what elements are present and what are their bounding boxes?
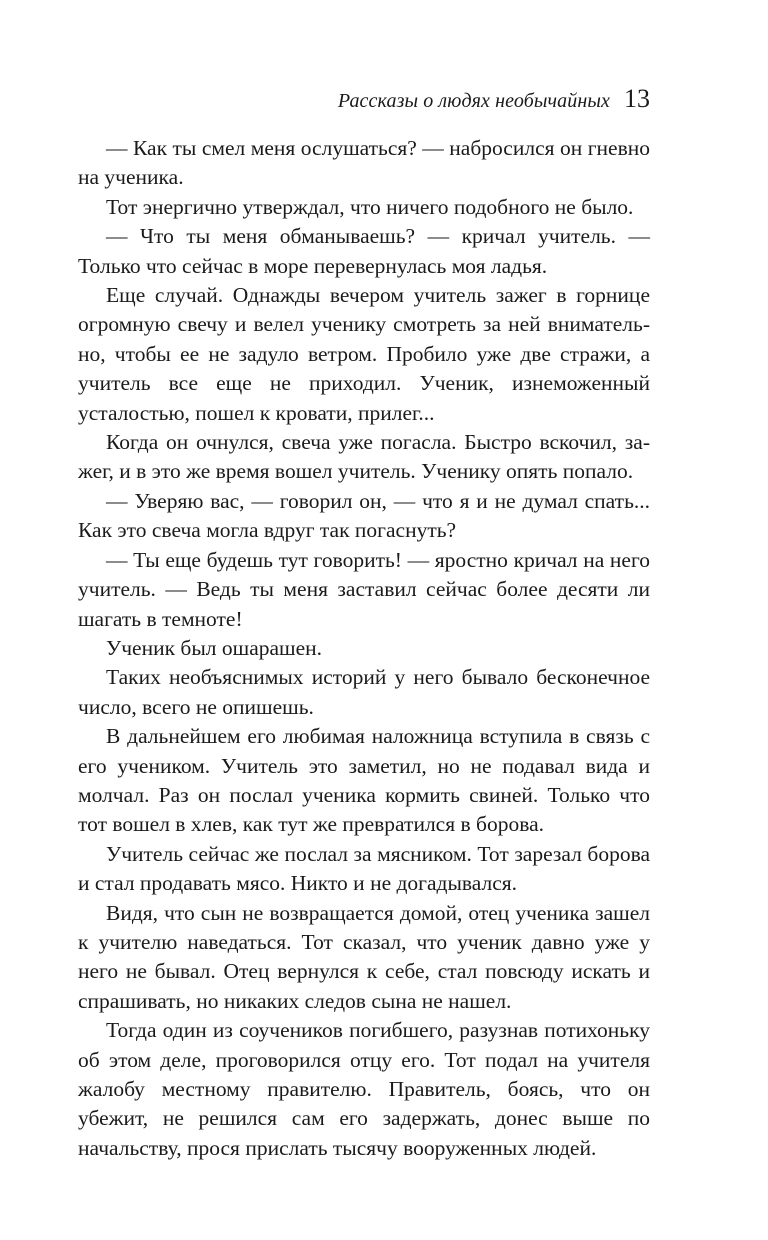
paragraph: Учитель сейчас же послал за мясником. Тот зарезал борова и стал продавать мясо. Никто и не догадывался.	[78, 841, 650, 896]
body-text	[78, 134, 650, 1163]
paragraph: Когда он очнулся, свеча уже погасла. Быстро вскочил, зажег, и в это же время вошел учитель. Ученику опять попало.	[78, 430, 650, 484]
paragraph: Еще случай. Однажды вечером учитель зажег в горнице огромную свечу и велел ученику смотреть за ней внимательно, чтобы ее не задуло ветром. Пробило уже две стражи, а учитель все еще не приходил. Ученик, изнеможенный усталостью, пошел к кровати, прилег...	[78, 283, 650, 425]
paragraph: Тогда один из соучеников погибшего, разузнав потихоньку об этом деле, проговорился отцу его. Тот подал на учителя жалобу местному правителю. Правитель, боясь, что он убежит, не решился сам его задержать, донес выше по начальству, прося прислать тысячу вооруженных людей.	[78, 1018, 650, 1160]
running-header	[78, 84, 650, 124]
paragraph: Тот энергично утверждал, что ничего подобного не было.	[106, 194, 634, 219]
paragraph: Видя, что сын не возвращается домой, отец ученика зашел к учителю наведаться. Тот сказал, что ученик давно уже у него не бывал. Отец вернулся к себе, стал повсюду искать и спрашивать, но никаких следов сына не нашел.	[78, 900, 650, 1013]
paragraph: — Уверяю вас, — говорил он, — что я и не думал спать... Как это свеча могла вдруг так погаснуть?	[78, 488, 650, 543]
paragraph: — Что ты меня обманываешь? — кричал учитель. — Только что сейчас в море перевернулась моя ладья.	[78, 224, 650, 278]
paragraph: В дальнейшем его любимая наложница вступила в связь с его учеником. Учитель это заметил, но не подавал вида и молчал. Раз он послал ученика кормить свиней. Только что тот вошел в хлев, как тут же превратился в борова.	[78, 724, 650, 837]
paragraph: Таких необъяснимых историй у него бывало бесконечное число, всего не опишешь.	[78, 665, 650, 719]
paragraph: Ученик был ошарашен.	[106, 635, 323, 660]
paragraph: — Как ты смел меня ослушаться? — набросился он гневно на ученика.	[78, 136, 650, 190]
header-title: Рассказы о людях необычайных	[337, 90, 610, 112]
paragraph: — Ты еще будешь тут говорить! — яростно кричал на него учитель. — Ведь ты меня заставил сейчас более десяти ли шагать в темноте!	[78, 547, 650, 631]
page-number: 13	[624, 84, 650, 113]
